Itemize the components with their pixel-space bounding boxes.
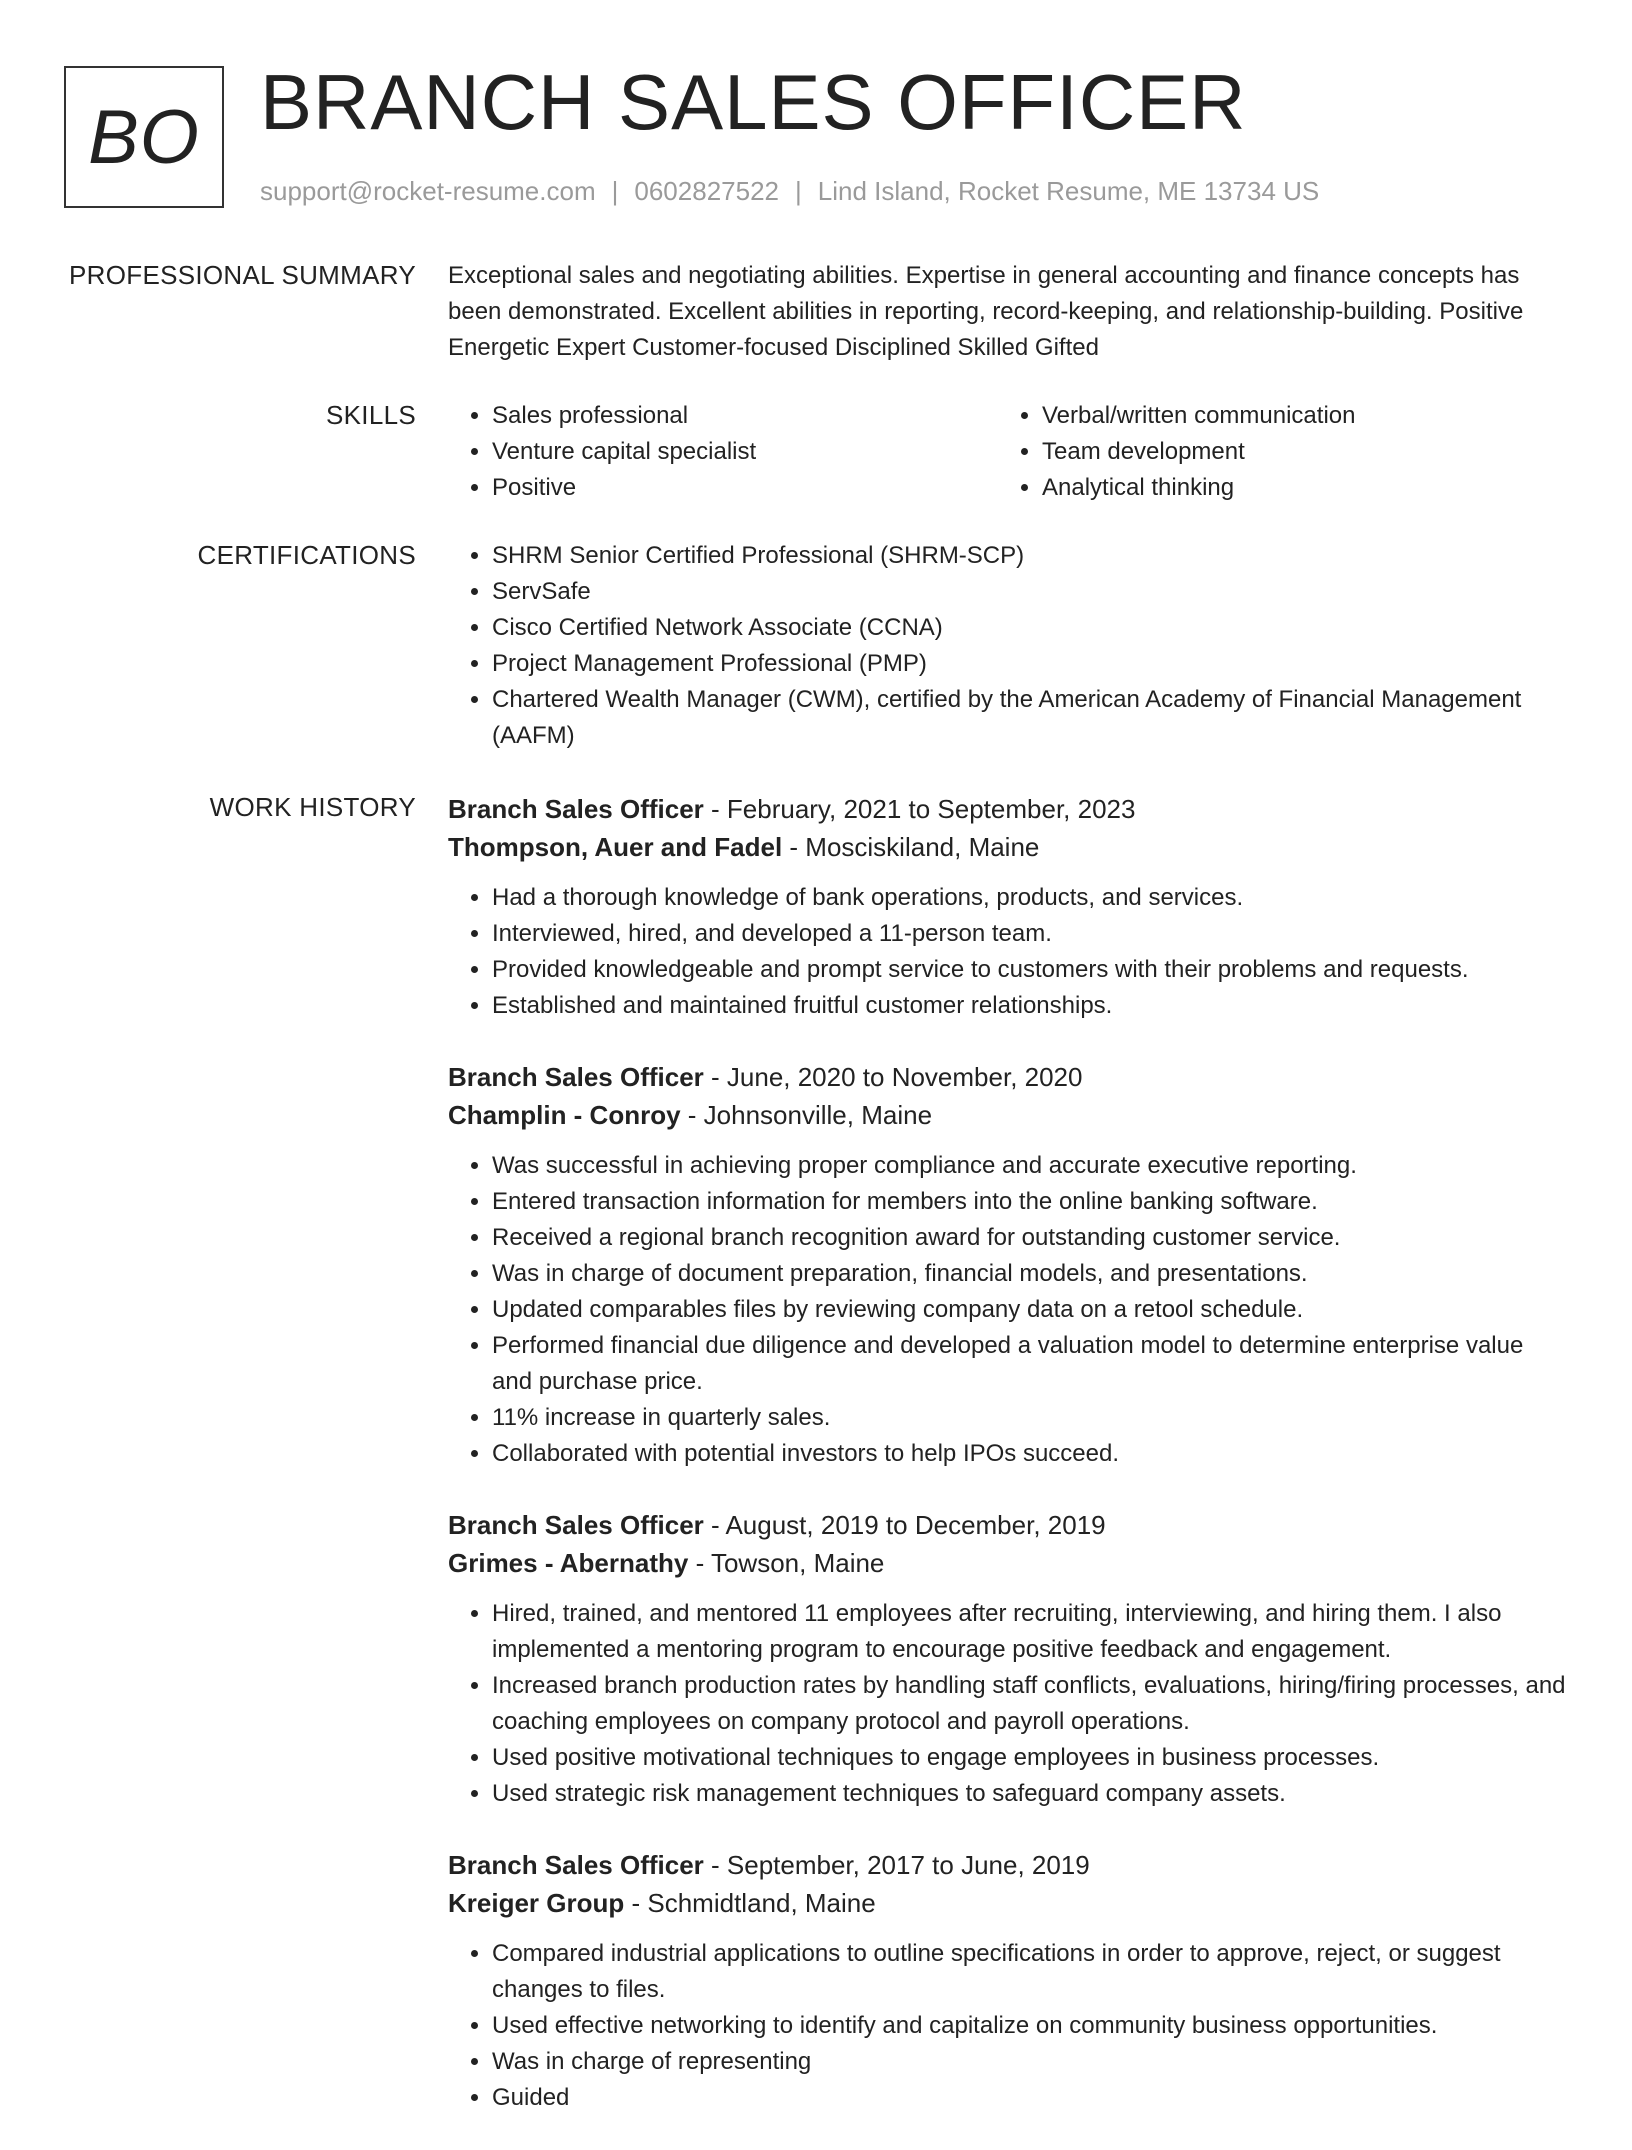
resume-name-heading: BRANCH SALES OFFICER (260, 58, 1247, 146)
certification-item: • Chartered Wealth Manager (CWM), certified by the American Academy of Financial Management (AAFM) (492, 682, 1568, 754)
summary-text: Exceptional sales and negotiating abilities. Expertise in general accounting and finance concepts has been demonstrated. Excellent abilities in reporting, record-keeping, and relationship-building. Positive Energetic Expert Customer-focused Disciplined Skilled Gifted (448, 262, 1524, 361)
work-history-body (448, 790, 1568, 2150)
job-bullet-list (448, 1148, 1568, 1472)
certification-item: • SHRM Senior Certified Professional (SHRM-SCP) (492, 538, 1568, 574)
job-title-line (448, 790, 1568, 828)
job-bullet: • Was in charge of representing (492, 2044, 1568, 2080)
summary-label: PROFESSIONAL SUMMARY (69, 260, 416, 290)
job-company: Grimes - Abernathy (448, 1548, 689, 1578)
job-bullet: • Had a thorough knowledge of bank operations, products, and services. (492, 880, 1568, 916)
job-dates: - February, 2021 to September, 2023 (711, 794, 1136, 824)
summary-body (448, 258, 1568, 366)
skill-item: • Sales professional (492, 398, 998, 434)
job-bullet: • 11% increase in quarterly sales. (492, 1400, 1568, 1436)
job-bullet: • Used effective networking to identify and capitalize on community business opportunities. (492, 2008, 1568, 2044)
job-bullet: • Interviewed, hired, and developed a 11-person team. (492, 916, 1568, 952)
job-bullet: • Collaborated with potential investors to help IPOs succeed. (492, 1436, 1568, 1472)
job-company-line (448, 1544, 1568, 1582)
job-bullet-list (448, 880, 1568, 1024)
contact-separator: | (611, 176, 619, 206)
job-dates: - August, 2019 to December, 2019 (711, 1510, 1106, 1540)
job-dates: - September, 2017 to June, 2019 (711, 1850, 1090, 1880)
certifications-label: CERTIFICATIONS (197, 540, 416, 570)
job-title: Branch Sales Officer (448, 794, 704, 824)
job-bullet: • Guided (492, 2080, 1568, 2116)
job-bullet: • Compared industrial applications to outline specifications in order to approve, reject, or suggest changes to files. (492, 1936, 1568, 2008)
job-bullet: • Entered transaction information for members into the online banking software. (492, 1184, 1568, 1220)
job-entry (448, 1846, 1568, 2116)
job-bullet: • Increased branch production rates by handling staff conflicts, evaluations, hiring/firing processes, and coaching employees on company protocol and payroll operations. (492, 1668, 1568, 1740)
job-dates: - June, 2020 to November, 2020 (711, 1062, 1083, 1092)
contact-address: Lind Island, Rocket Resume, ME 13734 US (817, 176, 1320, 206)
job-bullet: • Used strategic risk management techniques to safeguard company assets. (492, 1776, 1568, 1812)
contact-separator: | (795, 176, 802, 206)
job-bullet: • Was in charge of document preparation, financial models, and presentations. (492, 1256, 1568, 1292)
skill-item: • Analytical thinking (1042, 470, 1548, 506)
skill-item: • Positive (492, 470, 998, 506)
monogram-initials: BO (88, 94, 200, 180)
certifications-body (448, 538, 1568, 754)
job-title: Branch Sales Officer (448, 1510, 704, 1540)
job-bullet: • Updated comparables files by reviewing company data on a retool schedule. (492, 1292, 1568, 1328)
skill-item: • Venture capital specialist (492, 434, 998, 470)
job-company-line (448, 1884, 1568, 1922)
skills-label: SKILLS (326, 400, 416, 430)
job-location: - Schmidtland, Maine (631, 1888, 876, 1918)
job-company: Champlin - Conroy (448, 1100, 681, 1130)
job-location: - Johnsonville, Maine (687, 1100, 933, 1130)
job-company-line (448, 828, 1568, 866)
job-company-line (448, 1096, 1568, 1134)
job-bullet: • Was successful in achieving proper compliance and accurate executive reporting. (492, 1148, 1568, 1184)
job-company: Thompson, Auer and Fadel (448, 832, 783, 862)
job-bullet-list (448, 1596, 1568, 1812)
job-bullet-list (448, 1936, 1568, 2116)
skills-left-column (448, 398, 998, 506)
job-title-line (448, 1846, 1568, 1884)
job-bullet: • Provided knowledgeable and prompt service to customers with their problems and requests. (492, 952, 1568, 988)
job-entry (448, 1058, 1568, 1472)
job-location: - Mosciskiland, Maine (789, 832, 1040, 862)
job-location: - Towson, Maine (695, 1548, 885, 1578)
job-bullet: • Used positive motivational techniques to engage employees in business processes. (492, 1740, 1568, 1776)
work-history-label: WORK HISTORY (209, 792, 416, 822)
job-bullet: • Established and maintained fruitful customer relationships. (492, 988, 1568, 1024)
contact-phone: 0602827522 (634, 176, 779, 206)
skills-body (448, 398, 1568, 506)
contact-line (260, 174, 1319, 208)
certification-item: • Project Management Professional (PMP) (492, 646, 1568, 682)
skills-right-column (998, 398, 1548, 506)
skill-item: • Verbal/written communication (1042, 398, 1548, 434)
job-title: Branch Sales Officer (448, 1062, 704, 1092)
job-bullet: • Hired, trained, and mentored 11 employees after recruiting, interviewing, and hiring them. I also implemented a mentoring program to encourage positive feedback and engagement. (492, 1596, 1568, 1668)
job-bullet: • Performed financial due diligence and developed a valuation model to determine enterprise value and purchase price. (492, 1328, 1568, 1400)
job-entry (448, 1506, 1568, 1812)
job-entry (448, 790, 1568, 1024)
job-title-line (448, 1058, 1568, 1096)
certification-item: • Cisco Certified Network Associate (CCNA) (492, 610, 1568, 646)
job-bullet: • Received a regional branch recognition award for outstanding customer service. (492, 1220, 1568, 1256)
skill-item: • Team development (1042, 434, 1548, 470)
job-company: Kreiger Group (448, 1888, 625, 1918)
job-title: Branch Sales Officer (448, 1850, 704, 1880)
job-title-line (448, 1506, 1568, 1544)
monogram-badge (64, 66, 224, 208)
certification-item: • ServSafe (492, 574, 1568, 610)
contact-email: support@rocket-resume.com (260, 176, 596, 206)
